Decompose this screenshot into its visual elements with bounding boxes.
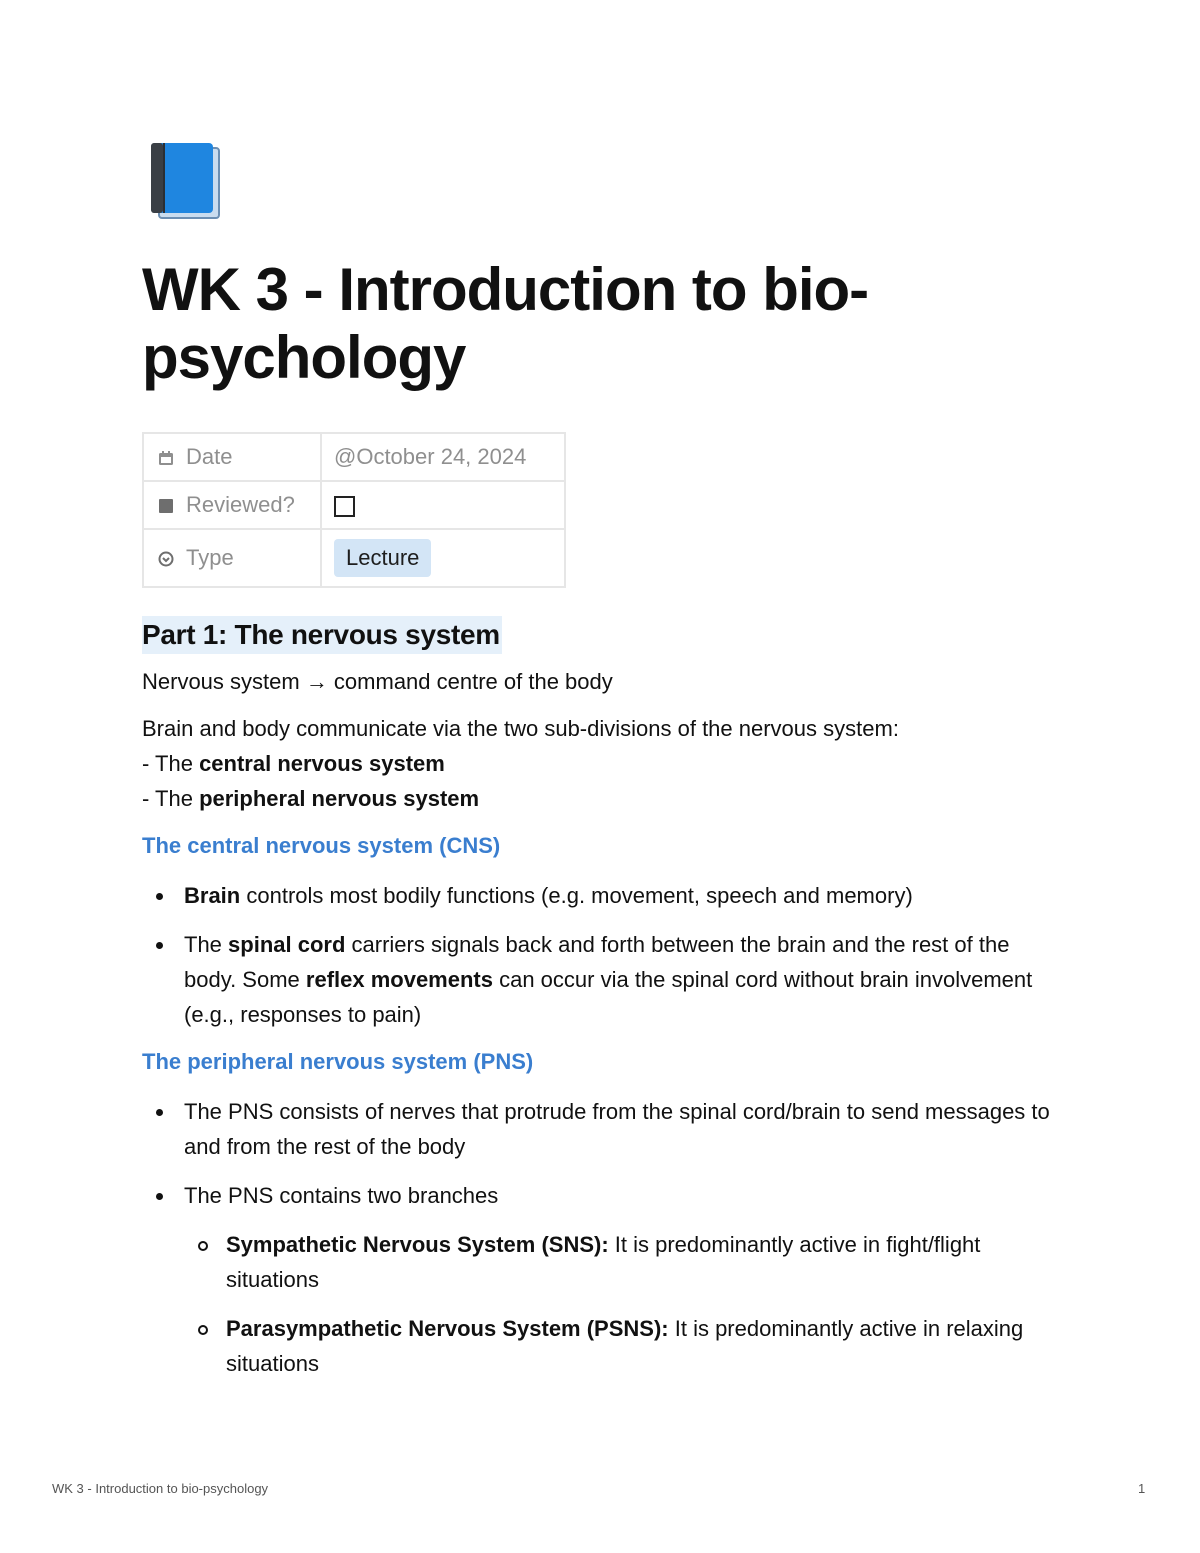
list-item: [184, 1311, 1062, 1381]
bold-term: reflex movements: [305, 967, 493, 992]
date-value[interactable]: @October 24, 2024: [321, 433, 565, 481]
bullet-ring: [198, 1241, 208, 1251]
reviewed-checkbox[interactable]: [334, 496, 355, 517]
pns-list: [142, 1094, 1062, 1381]
list-item-text: It is predominantly active in fight/flight situations: [226, 1232, 981, 1292]
bullet-dot: [156, 893, 163, 900]
bullet-ring: [198, 1325, 208, 1335]
section-heading: Part 1: The nervous system: [142, 616, 502, 654]
list-item-text: carriers signals back and forth between the brain and the rest of the body. Some: [184, 932, 1010, 992]
list-item-text: It is predominantly active in relaxing situations: [226, 1316, 1024, 1376]
paragraph-nervous-system: Nervous system → command centre of the body: [142, 669, 613, 694]
select-icon: [158, 551, 174, 567]
list-item: [142, 1094, 1062, 1164]
checkbox-property-icon: [158, 498, 174, 514]
calendar-icon: [158, 450, 174, 466]
list-item-text: controls most bodily functions (e.g. movement, speech and memory): [240, 883, 913, 908]
bullet-dot: [156, 1193, 163, 1200]
bold-term: Sympathetic Nervous System (SNS):: [226, 1232, 609, 1257]
property-row-date: [143, 433, 565, 481]
list-item-text: The PNS consists of nerves that protrude from the spinal cord/brain to send messages to and from the rest of the body: [184, 1099, 1050, 1159]
paragraph-line: - The: [142, 786, 200, 811]
bullet-dot: [156, 1109, 163, 1116]
property-label-text: Date: [186, 444, 233, 470]
list-item-text: The: [184, 932, 229, 957]
list-item: [142, 1178, 1062, 1381]
property-row-reviewed: [143, 481, 565, 529]
properties-table: [142, 432, 566, 588]
page-title: WK 3 - Introduction to bio- psychology: [142, 256, 869, 391]
bold-term: central nervous system: [199, 751, 445, 776]
bold-term: spinal cord: [228, 932, 346, 957]
list-item: [142, 878, 1062, 913]
bold-term: peripheral nervous system: [199, 786, 480, 811]
cns-list: [142, 878, 1062, 1032]
type-value: [321, 529, 565, 587]
pns-heading: The peripheral nervous system (PNS): [142, 1049, 534, 1074]
property-label-type: [143, 529, 321, 587]
property-label-reviewed: [143, 481, 321, 529]
bold-term: Brain: [184, 883, 241, 908]
footer-page-number: 1: [1138, 1481, 1146, 1496]
paragraph-line: Brain and body communicate via the two sub-divisions of the nervous system:: [142, 716, 899, 741]
bullet-dot: [156, 942, 163, 949]
property-row-type: [143, 529, 565, 587]
pns-branches-list: [184, 1227, 1062, 1381]
type-tag[interactable]: Lecture: [334, 539, 431, 577]
paragraph-communication: [142, 711, 1062, 816]
list-item-text: The PNS contains two branches: [184, 1183, 499, 1208]
reviewed-value: [321, 481, 565, 529]
list-item-text: can occur via the spinal cord without brain involvement (e.g., responses to pain): [184, 967, 1033, 1027]
property-label-text: Reviewed?: [186, 492, 295, 518]
property-label-text: Type: [186, 545, 234, 571]
book-icon: [147, 140, 223, 224]
property-label-date: [143, 433, 321, 481]
list-item: [184, 1227, 1062, 1297]
cns-heading: The central nervous system (CNS): [142, 833, 501, 858]
footer-doc-title: WK 3 - Introduction to bio-psychology: [52, 1481, 269, 1496]
paragraph-line: - The: [142, 751, 200, 776]
list-item: [142, 927, 1062, 1032]
document-page: [142, 140, 1062, 1381]
bold-term: Parasympathetic Nervous System (PSNS):: [226, 1316, 669, 1341]
